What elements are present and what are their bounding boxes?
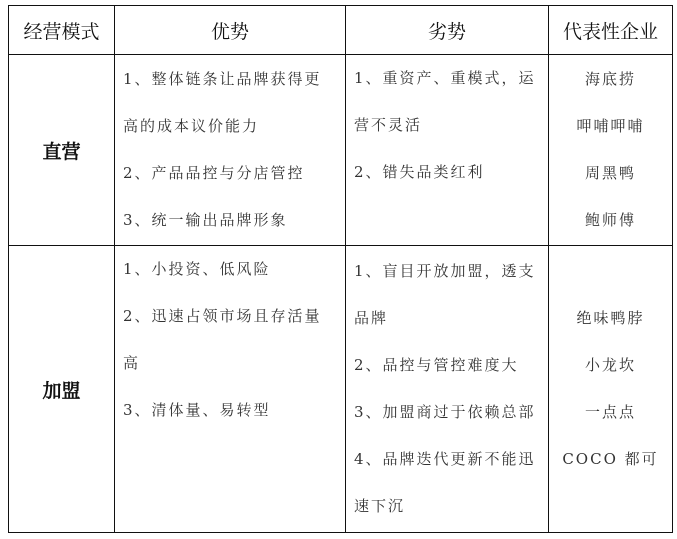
list-line: 2、品控与管控难度大	[354, 356, 519, 374]
list-line: 2、迅速占领市场且存活量	[123, 307, 322, 325]
header-disadvantages: 劣势	[346, 6, 549, 55]
list-line: 3、统一输出品牌形象	[123, 211, 288, 229]
enterprise-name: 一点点	[584, 403, 636, 421]
mode-cell: 直营	[9, 55, 115, 246]
enterprise-name: COCO 都可	[562, 450, 659, 468]
list-line: 2、产品品控与分店管控	[123, 164, 305, 182]
list-line: 高	[123, 354, 141, 372]
enterprises-cell	[549, 246, 673, 533]
list-line: 高的成本议价能力	[123, 117, 260, 135]
enterprise-name: 绝味鸭脖	[576, 309, 645, 327]
advantages-cell	[115, 246, 346, 533]
enterprise-name: 呷哺呷哺	[576, 117, 645, 135]
header-enterprises: 代表性企业	[549, 6, 673, 55]
mode-cell: 加盟	[9, 246, 115, 533]
list-line: 2、错失品类红利	[354, 163, 485, 181]
table-row	[9, 55, 673, 246]
list-line: 营不灵活	[354, 116, 423, 134]
enterprises-cell	[549, 55, 673, 246]
list-line: 3、清体量、易转型	[123, 401, 271, 419]
enterprise-name: 小龙坎	[584, 356, 636, 374]
disadvantages-cell	[346, 246, 549, 533]
advantages-cell	[115, 55, 346, 246]
business-model-table	[8, 5, 673, 533]
enterprise-name: 鲍师傅	[584, 211, 636, 229]
header-advantages: 优势	[115, 6, 346, 55]
list-line: 1、重资产、重模式，运	[354, 69, 536, 87]
header-row	[9, 6, 673, 55]
list-line: 1、小投资、低风险	[123, 260, 271, 278]
list-line: 3、加盟商过于依赖总部	[354, 403, 536, 421]
enterprise-name: 周黑鸭	[584, 164, 636, 182]
header-mode: 经营模式	[9, 6, 115, 55]
table-row	[9, 246, 673, 533]
list-line: 4、品牌迭代更新不能迅	[354, 450, 536, 468]
enterprise-name: 海底捞	[584, 70, 636, 88]
list-line: 速下沉	[354, 497, 406, 515]
list-line: 1、整体链条让品牌获得更	[123, 70, 322, 88]
list-line: 1、盲目开放加盟，透支	[354, 262, 536, 280]
disadvantages-cell	[346, 55, 549, 246]
list-line: 品牌	[354, 309, 389, 327]
